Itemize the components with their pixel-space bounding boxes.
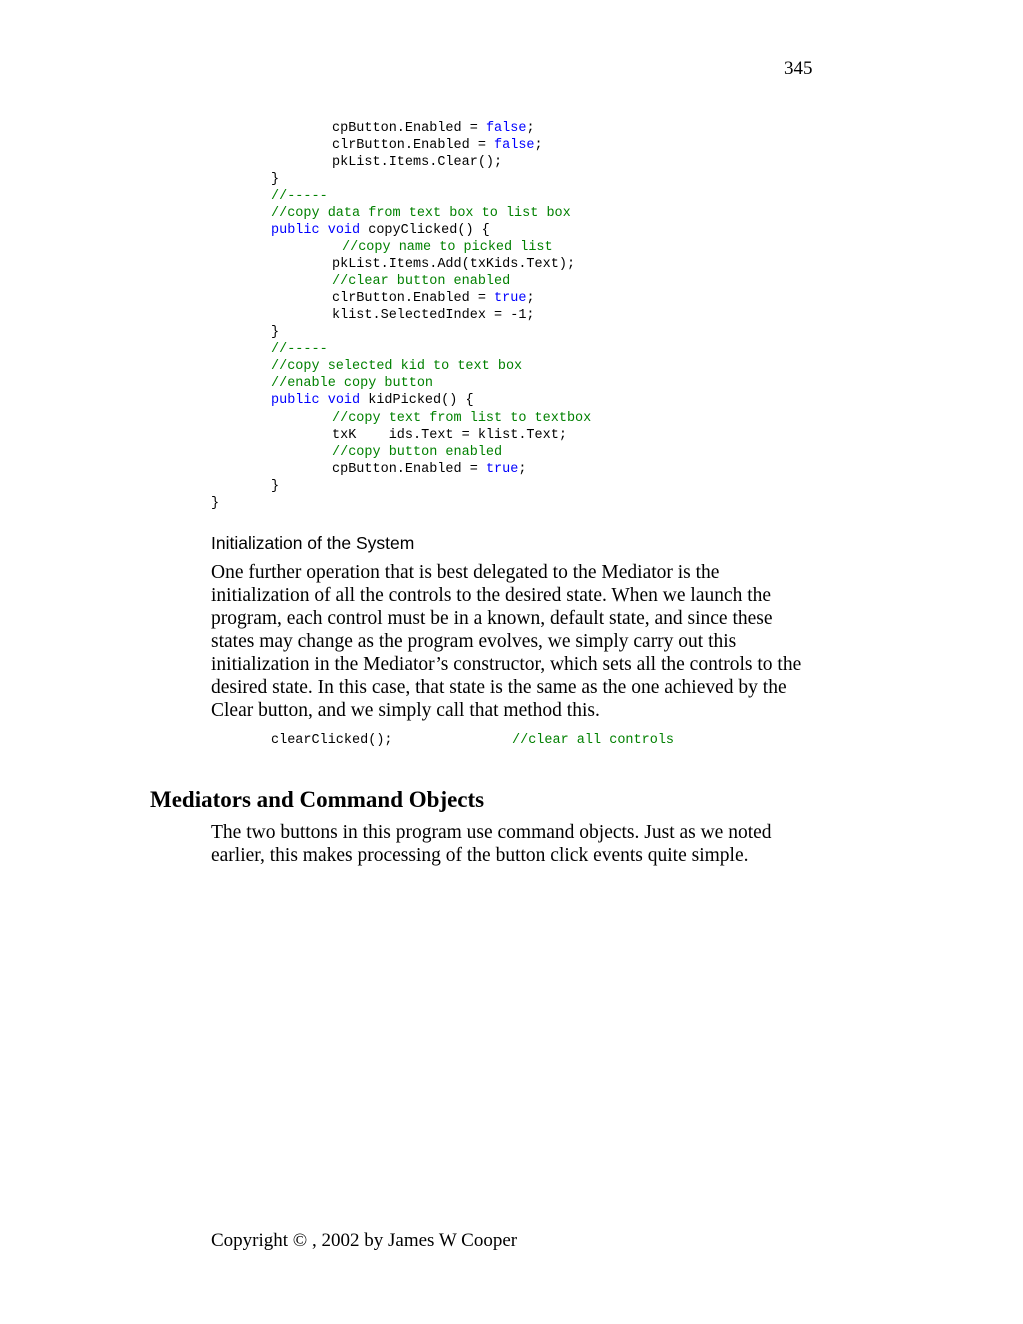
code-line	[271, 478, 279, 495]
code-text: clrButton.Enabled =	[332, 138, 495, 153]
code-line	[342, 239, 553, 256]
code-text: ;	[526, 291, 535, 306]
code-line	[271, 188, 328, 205]
code-keyword: true	[485, 462, 519, 477]
code-text: klist.SelectedIndex = -1;	[332, 308, 535, 323]
section-heading: Mediators and Command Objects	[150, 787, 485, 812]
code-line	[271, 375, 433, 392]
code-line	[332, 427, 567, 444]
code-text	[320, 223, 328, 238]
code-keyword: false	[494, 138, 535, 153]
code-text: cpButton.Enabled =	[332, 121, 486, 136]
code-text: pkList.Items.Add(txKids.Text);	[332, 257, 576, 272]
code-line	[271, 171, 279, 188]
code-text: txK ids.Text = klist.Text;	[332, 428, 567, 443]
code-line	[332, 137, 543, 154]
code-keyword: void	[327, 393, 361, 408]
code-text: ;	[518, 462, 527, 477]
code-text: }	[211, 496, 220, 511]
code-text: clrButton.Enabled =	[332, 291, 495, 306]
code-text: kidPicked() {	[360, 393, 474, 408]
code-comment: //copy selected kid to text box	[271, 359, 523, 374]
code-comment: //-----	[271, 342, 328, 357]
code-line	[332, 444, 502, 461]
code-comment: //-----	[271, 189, 328, 204]
code-comment: //enable copy button	[271, 376, 434, 391]
code-line	[332, 120, 535, 137]
code-text: ;	[526, 121, 535, 136]
code-text: }	[271, 325, 280, 340]
code-keyword: false	[485, 121, 527, 136]
body-paragraph-1: One further operation that is best delegated to the Mediator is the initialization of all the controls to the desired state. When we launch the program, each control must be in a known, default state, and since these states may change as the program evolves, we simply carry out this initialization in the Mediator’s constructor, which sets all the controls to the desired state. In this case, that state is the same as the one achieved by the Clear button, and we simply call that method this.	[211, 562, 802, 721]
code-call: clearClicked();	[271, 733, 393, 748]
code-comment: //clear button enabled	[332, 274, 511, 289]
page-number: 345	[784, 58, 813, 79]
code-text: pkList.Items.Clear();	[332, 155, 503, 170]
code-line	[211, 495, 219, 512]
code-text: }	[271, 479, 280, 494]
code-line	[332, 290, 535, 307]
code-line	[332, 154, 502, 171]
code-keyword: void	[327, 223, 361, 238]
code-text: cpButton.Enabled =	[332, 462, 486, 477]
code-comment: //copy name to picked list	[342, 240, 553, 255]
code-line	[332, 256, 575, 273]
code-comment: //clear all controls	[512, 733, 675, 748]
subheading: Initialization of the System	[211, 533, 415, 553]
code-line	[271, 222, 490, 239]
code-line	[332, 461, 526, 478]
code-keyword: true	[494, 291, 527, 306]
code-text	[320, 393, 328, 408]
code-line	[332, 273, 510, 290]
code-keyword: public	[271, 223, 320, 238]
code-text: ;	[534, 138, 543, 153]
code-comment: //copy data from text box to list box	[271, 206, 571, 221]
body-paragraph-2: The two buttons in this program use command objects. Just as we noted earlier, this makes processing of the button click events quite simple.	[211, 822, 772, 866]
code-text: copyClicked() {	[360, 223, 490, 238]
code-comment: //copy text from list to textbox	[332, 411, 592, 426]
code-line	[271, 205, 571, 222]
code-line	[271, 358, 522, 375]
code-line	[271, 324, 279, 341]
copyright-footer: Copyright © , 2002 by James W Cooper	[211, 1230, 518, 1251]
code-comment: //copy button enabled	[332, 445, 503, 460]
code-text: }	[271, 172, 280, 187]
code-line	[332, 410, 591, 427]
code-line	[271, 392, 474, 409]
code-line	[332, 307, 535, 324]
code-keyword: public	[271, 393, 320, 408]
code-line	[271, 341, 328, 358]
